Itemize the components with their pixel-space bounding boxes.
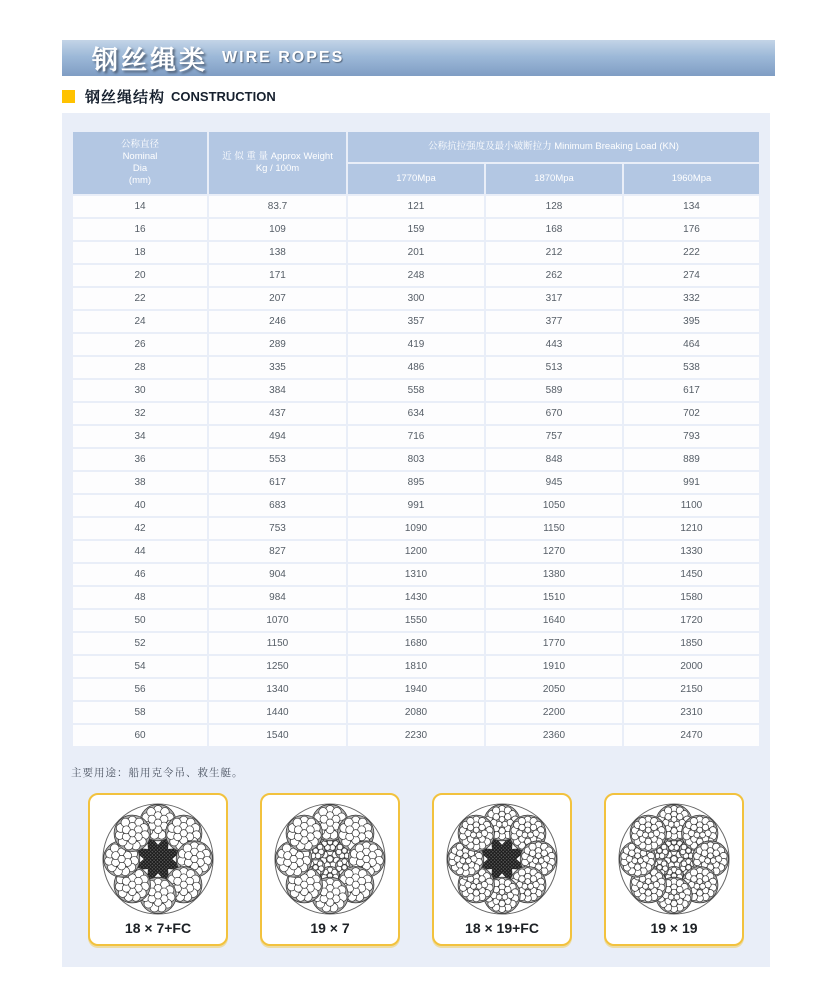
table-cell: 26 [73, 334, 207, 355]
table-cell: 2230 [348, 725, 484, 746]
table-row [73, 380, 759, 401]
table-cell: 2150 [624, 679, 759, 700]
table-row [73, 403, 759, 424]
table-cell: 904 [209, 564, 346, 585]
table-cell: 28 [73, 357, 207, 378]
table-cell: 56 [73, 679, 207, 700]
table-cell: 38 [73, 472, 207, 493]
rope-construction-cards [88, 793, 744, 946]
table-row [73, 472, 759, 493]
table-cell: 2310 [624, 702, 759, 723]
table-cell: 357 [348, 311, 484, 332]
rope-card-label: 19 × 19 [650, 920, 698, 936]
table-cell: 1940 [348, 679, 484, 700]
header-nominal-dia [73, 132, 207, 194]
table-cell: 1720 [624, 610, 759, 631]
table-cell: 437 [209, 403, 346, 424]
table-cell: 317 [486, 288, 622, 309]
table-row [73, 288, 759, 309]
table-cell: 1250 [209, 656, 346, 677]
table-cell: 419 [348, 334, 484, 355]
header-grade-1960: 1960Mpa [624, 164, 759, 194]
table-cell: 443 [486, 334, 622, 355]
table-row [73, 610, 759, 631]
table-cell: 2360 [486, 725, 622, 746]
table-cell: 50 [73, 610, 207, 631]
table-cell: 827 [209, 541, 346, 562]
table-cell: 42 [73, 518, 207, 539]
table-cell: 395 [624, 311, 759, 332]
usage-note: 主要用途：船用克令吊、救生艇。 [71, 767, 244, 779]
table-row [73, 518, 759, 539]
table-cell: 1680 [348, 633, 484, 654]
table-cell: 848 [486, 449, 622, 470]
table-cell: 617 [624, 380, 759, 401]
table-cell: 2470 [624, 725, 759, 746]
table-row [73, 564, 759, 585]
table-row [73, 495, 759, 516]
table-cell: 1850 [624, 633, 759, 654]
table-cell: 274 [624, 265, 759, 286]
header-dia-zh: 公称直径 [120, 139, 159, 150]
header-weight-line1: 近 似 重 量 Approx Weight [222, 151, 333, 162]
table-cell: 332 [624, 288, 759, 309]
table-cell: 1510 [486, 587, 622, 608]
yellow-square-bullet-icon [62, 90, 75, 103]
banner-title-zh: 钢丝绳类 [92, 44, 209, 75]
table-row [73, 265, 759, 286]
table-cell: 1340 [209, 679, 346, 700]
table-row [73, 219, 759, 240]
table-row [73, 196, 759, 217]
table-cell: 289 [209, 334, 346, 355]
table-cell: 159 [348, 219, 484, 240]
table-cell: 121 [348, 196, 484, 217]
table-cell: 1150 [209, 633, 346, 654]
table-cell: 757 [486, 426, 622, 447]
header-breaking-load: 公称抗拉强度及最小破断拉力 Minimum Breaking Load (KN) [348, 132, 759, 162]
table-cell: 20 [73, 265, 207, 286]
table-cell: 201 [348, 242, 484, 263]
banner-title-en: WIRE ROPES [222, 49, 345, 66]
table-cell: 1770 [486, 633, 622, 654]
table-cell: 634 [348, 403, 484, 424]
rope-card [604, 793, 744, 946]
table-cell: 44 [73, 541, 207, 562]
table-row [73, 702, 759, 723]
table-cell: 300 [348, 288, 484, 309]
table-cell: 109 [209, 219, 346, 240]
table-cell: 753 [209, 518, 346, 539]
table-cell: 589 [486, 380, 622, 401]
table-cell: 1090 [348, 518, 484, 539]
table-cell: 1070 [209, 610, 346, 631]
table-cell: 46 [73, 564, 207, 585]
table-cell: 1150 [486, 518, 622, 539]
table-cell: 803 [348, 449, 484, 470]
table-cell: 212 [486, 242, 622, 263]
table-cell: 494 [209, 426, 346, 447]
rope-cross-section-diagram [99, 800, 217, 918]
table-row [73, 541, 759, 562]
rope-card [88, 793, 228, 946]
rope-card [432, 793, 572, 946]
table-row [73, 587, 759, 608]
spec-table [71, 130, 761, 748]
rope-cross-section-diagram [443, 800, 561, 918]
table-row [73, 449, 759, 470]
table-cell: 670 [486, 403, 622, 424]
table-cell: 464 [624, 334, 759, 355]
table-cell: 1210 [624, 518, 759, 539]
table-cell: 128 [486, 196, 622, 217]
table-cell: 171 [209, 265, 346, 286]
table-row [73, 311, 759, 332]
rope-card [260, 793, 400, 946]
table-cell: 377 [486, 311, 622, 332]
table-cell: 991 [624, 472, 759, 493]
table-row [73, 426, 759, 447]
content-panel [62, 113, 770, 967]
table-cell: 34 [73, 426, 207, 447]
table-cell: 1910 [486, 656, 622, 677]
table-cell: 176 [624, 219, 759, 240]
table-cell: 168 [486, 219, 622, 240]
table-cell: 1440 [209, 702, 346, 723]
table-cell: 683 [209, 495, 346, 516]
section-title-zh: 钢丝绳结构 [85, 89, 166, 106]
table-cell: 58 [73, 702, 207, 723]
table-row [73, 633, 759, 654]
table-cell: 617 [209, 472, 346, 493]
section-header [62, 86, 276, 107]
table-cell: 538 [624, 357, 759, 378]
table-cell: 991 [348, 495, 484, 516]
table-cell: 60 [73, 725, 207, 746]
table-cell: 513 [486, 357, 622, 378]
table-row [73, 679, 759, 700]
page-banner [62, 40, 775, 76]
table-cell: 134 [624, 196, 759, 217]
table-cell: 32 [73, 403, 207, 424]
table-row [73, 242, 759, 263]
rope-card-label: 18 × 7+FC [124, 920, 192, 936]
spec-table-header [73, 132, 759, 194]
table-cell: 2000 [624, 656, 759, 677]
table-cell: 48 [73, 587, 207, 608]
header-dia-en2: Dia [132, 163, 148, 174]
rope-card-label: 19 × 7 [310, 920, 350, 936]
table-row [73, 334, 759, 355]
table-cell: 1540 [209, 725, 346, 746]
table-cell: 558 [348, 380, 484, 401]
table-row [73, 357, 759, 378]
table-cell: 553 [209, 449, 346, 470]
table-cell: 702 [624, 403, 759, 424]
header-dia-en1: Nominal [122, 151, 158, 162]
table-cell: 793 [624, 426, 759, 447]
table-cell: 1550 [348, 610, 484, 631]
table-cell: 54 [73, 656, 207, 677]
table-cell: 486 [348, 357, 484, 378]
table-cell: 138 [209, 242, 346, 263]
table-cell: 207 [209, 288, 346, 309]
table-cell: 16 [73, 219, 207, 240]
table-cell: 1430 [348, 587, 484, 608]
table-row [73, 656, 759, 677]
table-cell: 1270 [486, 541, 622, 562]
table-cell: 1310 [348, 564, 484, 585]
table-cell: 18 [73, 242, 207, 263]
table-cell: 2050 [486, 679, 622, 700]
table-cell: 984 [209, 587, 346, 608]
table-cell: 1450 [624, 564, 759, 585]
table-cell: 24 [73, 311, 207, 332]
table-cell: 246 [209, 311, 346, 332]
table-cell: 83.7 [209, 196, 346, 217]
table-cell: 716 [348, 426, 484, 447]
header-grade-1770: 1770Mpa [348, 164, 484, 194]
table-cell: 1380 [486, 564, 622, 585]
header-grade-1870: 1870Mpa [486, 164, 622, 194]
table-cell: 384 [209, 380, 346, 401]
table-cell: 1580 [624, 587, 759, 608]
header-dia-en3: (mm) [128, 175, 152, 186]
spec-table-body [73, 196, 759, 746]
table-cell: 335 [209, 357, 346, 378]
header-approx-weight [209, 132, 346, 194]
table-cell: 889 [624, 449, 759, 470]
rope-cross-section-diagram [271, 800, 389, 918]
table-cell: 22 [73, 288, 207, 309]
table-cell: 1200 [348, 541, 484, 562]
rope-card-label: 18 × 19+FC [465, 920, 539, 936]
table-cell: 945 [486, 472, 622, 493]
table-cell: 30 [73, 380, 207, 401]
table-cell: 248 [348, 265, 484, 286]
table-cell: 1640 [486, 610, 622, 631]
table-cell: 222 [624, 242, 759, 263]
table-cell: 40 [73, 495, 207, 516]
header-weight-line2: Kg / 100m [255, 163, 300, 174]
table-cell: 2200 [486, 702, 622, 723]
table-cell: 36 [73, 449, 207, 470]
table-cell: 1330 [624, 541, 759, 562]
section-title-en: CONSTRUCTION [171, 89, 276, 104]
table-cell: 1050 [486, 495, 622, 516]
table-cell: 52 [73, 633, 207, 654]
rope-cross-section-diagram [615, 800, 733, 918]
table-cell: 2080 [348, 702, 484, 723]
table-cell: 14 [73, 196, 207, 217]
table-row [73, 725, 759, 746]
table-cell: 262 [486, 265, 622, 286]
table-cell: 1810 [348, 656, 484, 677]
table-cell: 1100 [624, 495, 759, 516]
table-cell: 895 [348, 472, 484, 493]
